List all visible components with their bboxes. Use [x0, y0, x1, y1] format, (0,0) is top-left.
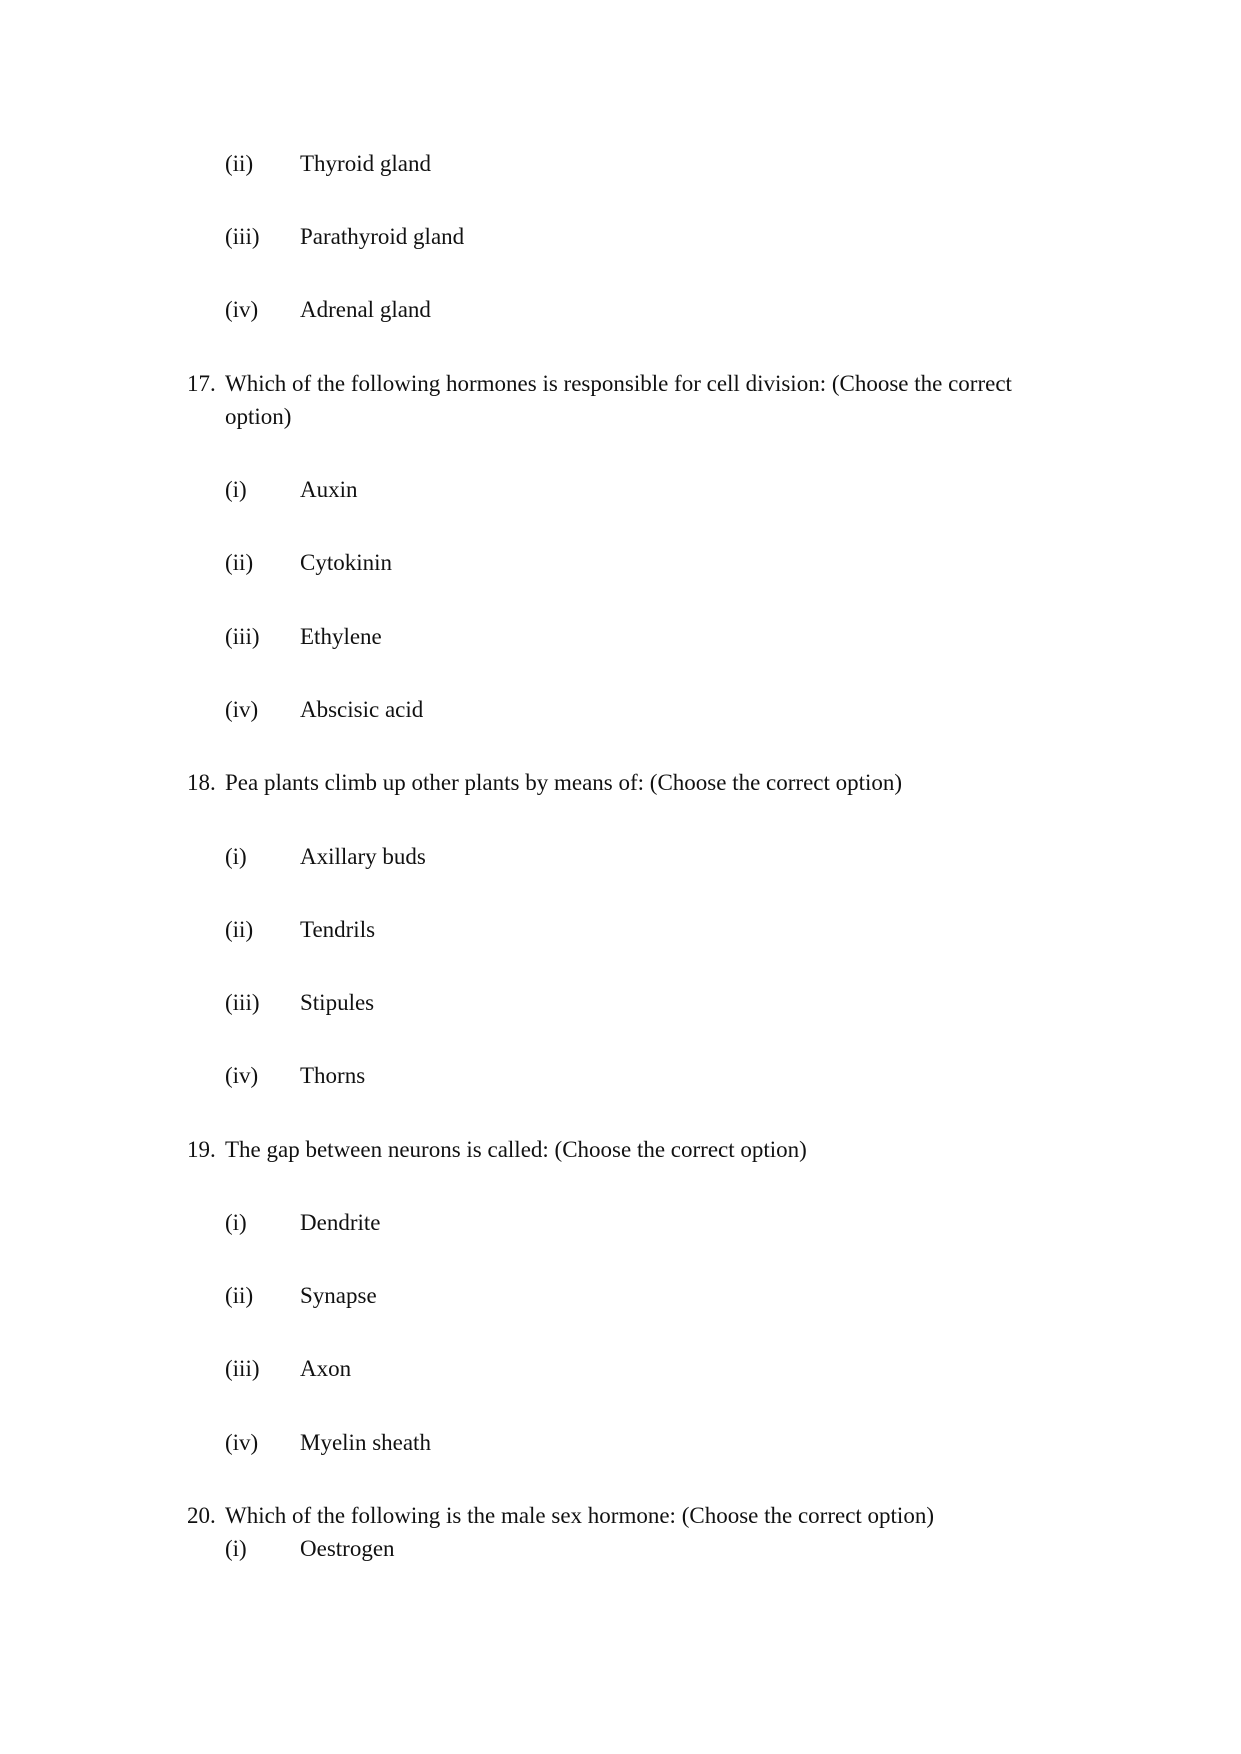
option-text: Adrenal gland [300, 297, 431, 322]
option-text: Ethylene [300, 624, 382, 649]
question-text: Which of the following hormones is responsible for cell division: (Choose the correct [225, 371, 1012, 396]
option-text: Axon [300, 1356, 352, 1381]
option-text: Thorns [300, 1063, 366, 1088]
option-text: Parathyroid gland [300, 224, 465, 249]
option-text: Myelin sheath [300, 1430, 431, 1455]
option-number: (ii) [225, 1283, 254, 1308]
question-number: 18. [187, 770, 216, 795]
option-number: (iii) [225, 624, 260, 649]
option-text: Stipules [300, 990, 375, 1015]
option-text: Oestrogen [300, 1536, 395, 1561]
question-text: Pea plants climb up other plants by means of: (Choose the correct option) [225, 770, 903, 795]
option-number: (iii) [225, 224, 260, 249]
question-number: 17. [187, 371, 216, 396]
option-number: (ii) [225, 917, 254, 942]
option-number: (i) [225, 1536, 247, 1561]
question-number: 20. [187, 1503, 216, 1528]
option-text: Abscisic acid [300, 697, 424, 722]
option-number: (iii) [225, 990, 260, 1015]
question-text: Which of the following is the male sex hormone: (Choose the correct option) [225, 1503, 934, 1528]
option-number: (iv) [225, 1430, 259, 1455]
option-text: Cytokinin [300, 550, 393, 575]
option-number: (iv) [225, 297, 259, 322]
option-number: (i) [225, 1210, 247, 1235]
option-number: (i) [225, 844, 247, 869]
question-text: The gap between neurons is called: (Choose the correct option) [225, 1137, 807, 1162]
option-text: Auxin [300, 477, 358, 502]
option-text: Synapse [300, 1283, 377, 1308]
option-text: Thyroid gland [300, 151, 431, 176]
option-number: (ii) [225, 550, 254, 575]
option-number: (ii) [225, 151, 254, 176]
question-text: option) [225, 404, 292, 429]
option-text: Axillary buds [300, 844, 426, 869]
option-number: (iv) [225, 1063, 259, 1088]
option-text: Dendrite [300, 1210, 381, 1235]
option-number: (iii) [225, 1356, 260, 1381]
option-number: (iv) [225, 697, 259, 722]
option-number: (i) [225, 477, 247, 502]
option-text: Tendrils [300, 917, 376, 942]
question-number: 19. [187, 1137, 216, 1162]
